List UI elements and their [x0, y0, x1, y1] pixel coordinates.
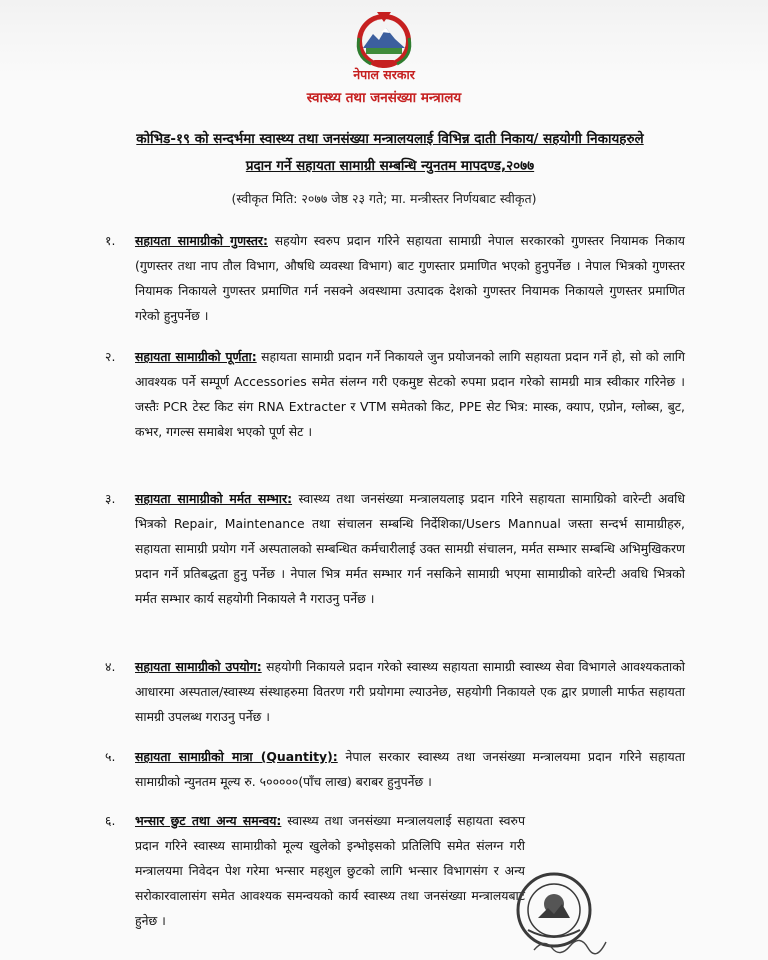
section-customs: [105, 808, 525, 933]
section-text: स्वास्थ्य तथा जनसंख्या मन्त्रालयलाई सहायता स्वरुप प्रदान गरिने स्वास्थ्य सामाग्रीको मूल्य खुलेको इन्भोइसको प्रतिलिपि समेत संलग्न गरी मन्त्रालयमा निवेदन पेश गरेमा भन्सार महशुल छुटको लागि भन्सार विभागसंग र अन्य सरोकारवालासंग समेत आवश्यक समन्वयको कार्य स्वास्थ्य तथा जनसंख्या मन्त्रालयबाट हुनेछ ।: [135, 813, 526, 928]
nepal-government-emblem-icon: [351, 8, 417, 70]
section-text: नेपाल सरकार स्वास्थ्य तथा जनसंख्या मन्त्रालयमा प्रदान गरिने सहायता सामाग्रीको न्युनतम मूल्य रु. ५०००००(पाँच लाख) बराबर हुनुपर्नेछ ।: [135, 749, 685, 789]
ministry-name: स्वास्थ्य तथा जनसंख्या मन्त्रालय: [306, 90, 462, 106]
section-maintenance: [105, 486, 685, 611]
section-number: ३.: [105, 491, 116, 506]
title-line-1: कोभिड-१९ को सन्दर्भमा स्वास्थ्य तथा जनसंख्या मन्त्रालयलाई विभिन्न दाती निकाय/ सहयोगी निकायहरुले: [136, 131, 644, 147]
section-heading: सहायता सामाग्रीको मात्रा (Quantity):: [135, 749, 338, 764]
section-heading: भन्सार छुट तथा अन्य समन्वय:: [135, 813, 282, 828]
section-heading: सहायता सामाग्रीको पूर्णता:: [135, 349, 257, 364]
section-text: सहायता सामाग्री प्रदान गर्ने निकायले जुन प्रयोजनको लागि सहायता प्रदान गर्ने हो, सो को लागि आवश्यक पर्ने सम्पूर्ण Accessories समेत संलग्न गरी एकमुष्ट सेटको रुपमा प्रदान गरेको सामग्री मात्र स्वीकार गरिनेछ । जस्तैः PCR टेस्ट किट संग RNA Extracter र VTM समेतको किट, PPE सेट भित्र: मास्क, क्याप, एप्रोन, ग्लोब्स, बुट, कभर, गगल्स समाबेश भएको पूर्ण सेट ।: [135, 349, 685, 439]
section-number: १.: [105, 233, 116, 248]
section-quality: [105, 228, 685, 328]
section-text: सहयोगी निकायले प्रदान गरेको स्वास्थ्य सहायता सामाग्री स्वास्थ्य सेवा विभागले आवश्यकताको आधारमा अस्पताल/स्वास्थ्य संस्थाहरुमा वितरण गरी प्रयोगमा ल्याउनेछ, सहयोगी निकायले एक द्वार प्रणाली मार्फत सहायता सामग्री उपलब्ध गराउनु पर्नेछ ।: [135, 659, 685, 724]
signature-icon: [530, 936, 610, 956]
section-text: सहयोग स्वरुप प्रदान गरिने सहायता सामाग्री नेपाल सरकारको गुणस्तर नियामक निकाय (गुणस्तर तथा नाप तौल विभाग, औषधि व्यवस्था विभाग) बाट गुणस्तार प्रमाणित भएको हुनुपर्नेछ । नेपाल भित्रको गुणस्तर नियामक निकायले गुणस्तर प्रमाणित गर्न नसक्ने अवस्थामा उत्पादक देशको गुणस्तर नियामक निकायले गुणस्तर प्रमाणित गरेको हुनुपर्नेछ ।: [135, 233, 685, 323]
government-name: नेपाल सरकार: [353, 67, 415, 82]
section-heading: सहायता सामाग्रीको मर्मत सम्भार:: [135, 491, 293, 506]
section-quantity: [105, 744, 685, 794]
section-completeness: [105, 344, 685, 444]
section-text: स्वास्थ्य तथा जनसंख्या मन्त्रालयलाइ प्रदान गरिने सहायता सामाग्रिको वारेन्टी अवधि भित्रको Repair, Maintenance तथा संचालन सम्बन्धि निर्देशिका/Users Mannual जस्ता सन्दर्भ सामाग्रीहरु, सहायता सामाग्री प्रयोग गर्ने अस्पतालको सम्बन्धित कर्मचारीलाई उक्त सामग्री संचालन, मर्मत सम्भार सम्बन्धि अभिमुखिकरण प्रदान गर्ने प्रतिबद्धता हुनु पर्नेछ । नेपाल भित्र मर्मत सम्भार गर्न नसकिने सामाग्री भएमा सामाग्रीको वारेन्टी अवधि भित्रको मर्मत सम्भार कार्य सहयोगी निकायले नै गराउनु पर्नेछ ।: [135, 491, 686, 606]
approval-note: (स्वीकृत मिति: २०७७ जेष्ठ २३ गते; मा. मन्त्रीस्तर निर्णयबाट स्वीकृत): [231, 191, 537, 206]
section-number: ५.: [105, 749, 116, 764]
title-line-2: प्रदान गर्ने सहायता सामाग्री सम्बन्धि न्युनतम मापदण्ड,२०७७: [245, 158, 535, 174]
section-heading: सहायता सामाग्रीको गुणस्तर:: [135, 233, 268, 248]
section-number: २.: [105, 349, 116, 364]
section-usage: [105, 654, 685, 729]
section-number: ४.: [105, 659, 116, 674]
section-number: ६.: [105, 813, 116, 828]
document-title: [80, 126, 700, 180]
section-heading: सहायता सामाग्रीको उपयोग:: [135, 659, 262, 674]
